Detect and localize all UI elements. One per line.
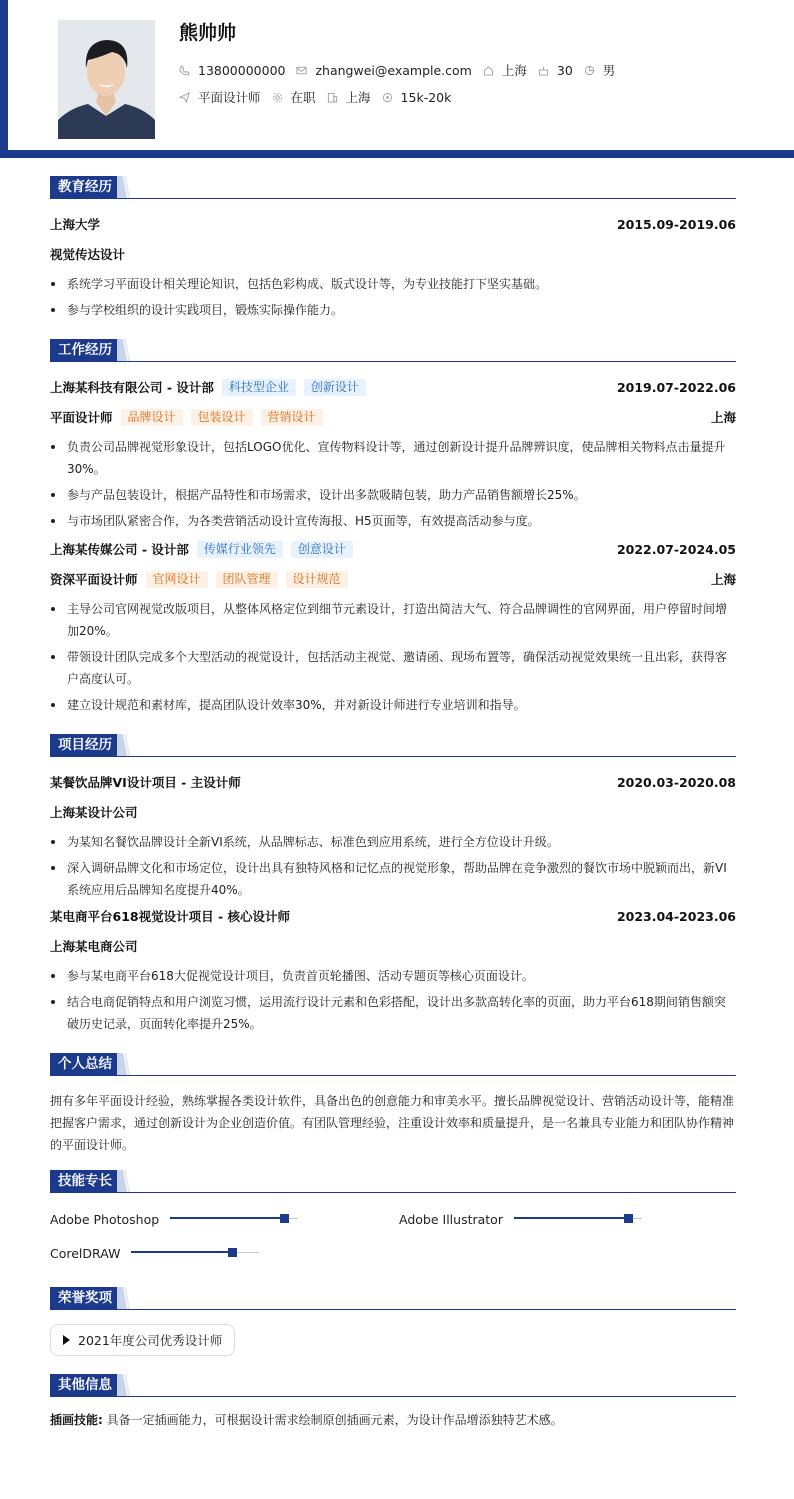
age-item bbox=[538, 63, 573, 78]
company-name: 上海某科技有限公司 - 设计部 bbox=[50, 380, 214, 395]
project-name: 某餐饮品牌VI设计项目 - 主设计师 bbox=[50, 775, 241, 790]
role-tag: 营销设计 bbox=[261, 409, 323, 426]
summary-text: 拥有多年平面设计经验，熟练掌握各类设计软件，具备出色的创意能力和审美水平。擅长品牌视觉设计、营销活动设计等，能精准把握客户需求，通过创新设计为企业创造价值。有团队管理经验，注重设计效率和质量提升，是一名兼具专业能力和团队协作精神的平面设计师。 bbox=[50, 1094, 735, 1152]
section-header bbox=[50, 176, 736, 199]
awards-section bbox=[50, 1287, 736, 1356]
list-item: 与市场团队紧密合作，为各类营销活动设计宣传海报、H5页面等，有效提高活动参与度。 bbox=[50, 510, 736, 532]
status-item bbox=[272, 88, 316, 106]
skill-level-bar bbox=[170, 1214, 298, 1224]
work-period: 2022.07-2024.05 bbox=[616, 541, 736, 557]
skill-fill bbox=[514, 1217, 629, 1219]
work-city: 上海 bbox=[710, 572, 736, 587]
section-title-decoration bbox=[117, 734, 131, 756]
education-row bbox=[50, 213, 736, 235]
list-item: 建立设计规范和素材库，提高团队设计效率30%，并对新设计师进行专业培训和指导。 bbox=[50, 694, 736, 716]
list-item: 结合电商促销特点和用户浏览习惯，运用流行设计元素和色彩搭配，设计出多款高转化率的页面，助力平台618期间销售额突破历史记录，页面转化率提升25%。 bbox=[50, 991, 736, 1035]
other-info-label: 插画技能: bbox=[50, 1413, 103, 1427]
gender-icon bbox=[584, 65, 595, 76]
skill-item bbox=[399, 1209, 642, 1229]
project-org: 上海某电商公司 bbox=[50, 939, 138, 954]
coin-icon bbox=[382, 92, 393, 103]
section-header bbox=[50, 1374, 736, 1397]
gear-icon bbox=[272, 92, 283, 103]
company-tag: 创意设计 bbox=[291, 541, 353, 558]
gender-value: 男 bbox=[602, 63, 616, 78]
skill-level-bar bbox=[131, 1248, 259, 1258]
other-section bbox=[50, 1374, 736, 1428]
salary-value: 15k-20k bbox=[400, 89, 452, 105]
summary-section bbox=[50, 1053, 736, 1156]
section-title: 项目经历 bbox=[50, 734, 120, 756]
company-name: 上海某传媒公司 - 设计部 bbox=[50, 542, 189, 557]
section-header bbox=[50, 339, 736, 362]
work-city: 上海 bbox=[710, 410, 736, 425]
skills-section bbox=[50, 1170, 736, 1277]
work-role-group bbox=[50, 570, 348, 588]
job-title-item bbox=[179, 88, 261, 106]
skill-knob bbox=[624, 1214, 633, 1223]
mail-icon bbox=[296, 65, 307, 76]
section-title: 工作经历 bbox=[50, 339, 120, 361]
candidate-name: 熊帅帅 bbox=[179, 22, 237, 44]
work-entry bbox=[50, 376, 736, 532]
phone-icon bbox=[179, 65, 190, 76]
phone-item bbox=[179, 63, 285, 78]
major-name: 视觉传达设计 bbox=[50, 247, 126, 262]
project-entry bbox=[50, 905, 736, 1035]
role-tag: 包装设计 bbox=[191, 409, 253, 426]
section-header bbox=[50, 734, 736, 757]
role-tag: 官网设计 bbox=[146, 571, 208, 588]
work-section bbox=[50, 339, 736, 716]
list-item: 参与产品包装设计，根据产品特性和市场需求，设计出多款吸睛包装，助力产品销售额增长25%。 bbox=[50, 484, 736, 506]
company-tag: 科技型企业 bbox=[222, 379, 296, 396]
skill-fill bbox=[131, 1251, 233, 1253]
skill-fill bbox=[170, 1217, 285, 1219]
projects-section bbox=[50, 734, 736, 1035]
work-company-group bbox=[50, 378, 366, 396]
home-icon bbox=[483, 65, 494, 76]
list-item: 为某知名餐饮品牌设计全新VI系统，从品牌标志、标准色到应用系统，进行全方位设计升级。 bbox=[50, 831, 736, 853]
list-item: 系统学习平面设计相关理论知识，包括色彩构成、版式设计等，为专业技能打下坚实基础。 bbox=[50, 273, 736, 295]
job-intent-row bbox=[179, 88, 462, 106]
project-name: 某电商平台618视觉设计项目 - 核心设计师 bbox=[50, 909, 290, 924]
section-title: 其他信息 bbox=[50, 1374, 120, 1396]
section-title-decoration bbox=[117, 1374, 131, 1396]
award-name: 2021年度公司优秀设计师 bbox=[78, 1333, 223, 1348]
education-bullets bbox=[50, 273, 736, 321]
gender-item bbox=[584, 61, 616, 79]
salary-item bbox=[382, 90, 452, 105]
role-tag: 品牌设计 bbox=[121, 409, 183, 426]
other-info-text: 具备一定插画能力，可根据设计需求绘制原创插画元素，为设计作品增添独特艺术感。 bbox=[106, 1413, 563, 1427]
location-value: 上海 bbox=[501, 63, 527, 78]
work-entry bbox=[50, 538, 736, 716]
email-item bbox=[296, 63, 471, 78]
project-row bbox=[50, 905, 736, 927]
work-company-row bbox=[50, 376, 736, 398]
work-company-row bbox=[50, 538, 736, 560]
company-tag: 传媒行业领先 bbox=[197, 541, 283, 558]
project-org: 上海某设计公司 bbox=[50, 805, 138, 820]
skill-item bbox=[50, 1243, 259, 1263]
list-item: 参与某电商平台618大促视觉设计项目，负责首页轮播图、活动专题页等核心页面设计。 bbox=[50, 965, 736, 987]
role-name: 平面设计师 bbox=[50, 410, 113, 425]
resume-content bbox=[50, 176, 736, 1428]
section-header bbox=[50, 1287, 736, 1310]
section-title: 个人总结 bbox=[50, 1053, 120, 1075]
section-title: 教育经历 bbox=[50, 176, 120, 198]
status-value: 在职 bbox=[290, 90, 316, 105]
education-period: 2015.09-2019.06 bbox=[616, 216, 736, 232]
target-city-item bbox=[327, 88, 371, 106]
section-title-decoration bbox=[117, 1170, 131, 1192]
section-title: 技能专长 bbox=[50, 1170, 120, 1192]
section-title: 荣誉奖项 bbox=[50, 1287, 120, 1309]
other-info bbox=[50, 1411, 736, 1428]
section-title-decoration bbox=[117, 339, 131, 361]
skill-name: Adobe Photoshop bbox=[50, 1211, 160, 1227]
education-section bbox=[50, 176, 736, 321]
list-item: 深入调研品牌文化和市场定位，设计出具有独特风格和记忆点的视觉形象，帮助品牌在竞争激烈的餐饮市场中脱颖而出，新VI系统应用后品牌知名度提升40%。 bbox=[50, 857, 736, 901]
work-period: 2019.07-2022.06 bbox=[616, 379, 736, 395]
section-header bbox=[50, 1053, 736, 1076]
project-period: 2020.03-2020.08 bbox=[616, 774, 736, 790]
job-title-value: 平面设计师 bbox=[198, 90, 261, 105]
section-header bbox=[50, 1170, 736, 1193]
send-icon bbox=[179, 92, 190, 103]
section-title-decoration bbox=[117, 1053, 131, 1075]
skill-name: CorelDRAW bbox=[50, 1245, 121, 1261]
role-tag: 设计规范 bbox=[286, 571, 348, 588]
role-tag: 团队管理 bbox=[216, 571, 278, 588]
play-icon bbox=[63, 1335, 70, 1345]
project-period: 2023.04-2023.06 bbox=[616, 908, 736, 924]
list-item: 参与学校组织的设计实践项目，锻炼实际操作能力。 bbox=[50, 299, 736, 321]
target-city-value: 上海 bbox=[345, 90, 371, 105]
school-name: 上海大学 bbox=[50, 217, 101, 232]
skill-knob bbox=[228, 1248, 237, 1257]
award-item[interactable] bbox=[50, 1324, 235, 1356]
skill-knob bbox=[280, 1214, 289, 1223]
work-role-group bbox=[50, 408, 323, 426]
skill-level-bar bbox=[514, 1214, 642, 1224]
age-value: 30 bbox=[556, 62, 573, 78]
skills-list bbox=[50, 1207, 736, 1277]
work-company-group bbox=[50, 540, 353, 558]
work-bullets bbox=[50, 598, 736, 716]
company-tag: 创新设计 bbox=[304, 379, 366, 396]
work-role-row bbox=[50, 398, 736, 436]
list-item: 主导公司官网视觉改版项目，从整体风格定位到细节元素设计，打造出简洁大气、符合品牌调性的官网界面，用户停留时间增加20%。 bbox=[50, 598, 736, 642]
project-bullets bbox=[50, 965, 736, 1035]
project-entry bbox=[50, 771, 736, 901]
contact-row bbox=[179, 61, 626, 79]
list-item: 带领设计团队完成多个大型活动的视觉设计，包括活动主视觉、邀请函、现场布置等，确保活动视觉效果统一且出彩，获得客户高度认可。 bbox=[50, 646, 736, 690]
role-name: 资深平面设计师 bbox=[50, 572, 138, 587]
project-bullets bbox=[50, 831, 736, 901]
list-item: 负责公司品牌视觉形象设计，包括LOGO优化、宣传物料设计等，通过创新设计提升品牌辨识度，使品牌相关物料点击量提升30%。 bbox=[50, 436, 736, 480]
location-item bbox=[483, 61, 527, 79]
cake-icon bbox=[538, 65, 549, 76]
skill-item bbox=[50, 1209, 298, 1229]
work-bullets bbox=[50, 436, 736, 532]
portrait-image bbox=[58, 20, 155, 139]
phone-value: 13800000000 bbox=[198, 62, 286, 78]
project-row bbox=[50, 771, 736, 793]
profile-photo bbox=[58, 20, 155, 139]
work-role-row bbox=[50, 560, 736, 598]
skill-name: Adobe Illustrator bbox=[399, 1211, 503, 1227]
email-value: zhangwei@example.com bbox=[315, 62, 472, 78]
section-title-decoration bbox=[117, 176, 131, 198]
section-title-decoration bbox=[117, 1287, 131, 1309]
building-icon bbox=[327, 92, 338, 103]
